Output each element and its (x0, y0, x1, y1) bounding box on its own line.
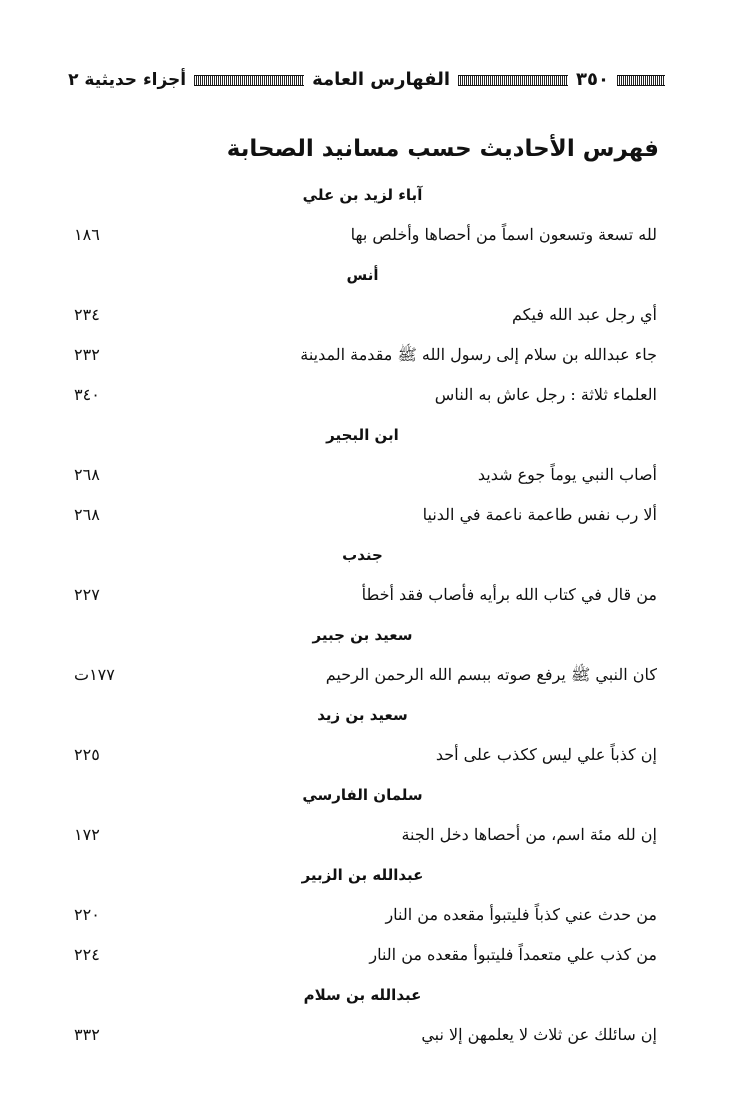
page-ref: ٢٦٨ (74, 465, 100, 484)
hadith-text: ألا رب نفس طاعمة ناعمة في الدنيا (422, 505, 657, 524)
page-ref: ٢٢٠ (74, 905, 100, 924)
hadith-row (60, 500, 665, 540)
page-ref: ١٧٧ت (74, 665, 115, 684)
page-number: ٣٥٠ (576, 69, 609, 90)
header-ornament (617, 75, 665, 86)
hadith-text: كان النبي ﷺ يرفع صوته ببسم الله الرحمن الرحيم (325, 665, 657, 684)
hadith-index (60, 180, 665, 1060)
hadith-text: إن كذباً علي ليس ككذب على أحد (435, 745, 657, 764)
hadith-row (60, 580, 665, 620)
companion-heading: سعيد بن جبير (312, 626, 413, 644)
hadith-text: من حدث عني كذباً فليتبوأ مقعده من النار (385, 905, 657, 924)
companion-heading: آباء لزيد بن علي (302, 186, 423, 204)
book-title: أجزاء حديثية ٢ (68, 70, 187, 90)
hadith-row (60, 380, 665, 420)
header-ornament (458, 75, 568, 86)
hadith-text: جاء عبدالله بن سلام إلى رسول الله ﷺ مقدمة المدينة (300, 345, 657, 364)
hadith-text: لله تسعة وتسعون اسماً من أحصاها وأخلص بها (350, 225, 657, 244)
hadith-row (60, 300, 665, 340)
page-ref: ٢٢٤ (74, 945, 100, 964)
hadith-text: أي رجل عبد الله فيكم (512, 305, 657, 324)
companion-heading: ابن البجير (326, 426, 399, 444)
page-ref: ١٧٢ (74, 825, 100, 844)
page-ref: ١٨٦ (74, 225, 100, 244)
companion-row (60, 700, 665, 740)
hadith-row (60, 940, 665, 980)
hadith-text: من كذب علي متعمداً فليتبوأ مقعده من النار (369, 945, 657, 964)
hadith-row (60, 820, 665, 860)
page-ref: ٢٦٨ (74, 505, 100, 524)
companion-row (60, 620, 665, 660)
header-ornament (194, 75, 304, 86)
companion-heading: سعيد بن زيد (317, 706, 408, 724)
running-header (60, 66, 665, 94)
page-ref: ٢٣٢ (74, 345, 100, 364)
hadith-row (60, 460, 665, 500)
companion-heading: أنس (346, 266, 379, 284)
hadith-row (60, 660, 665, 700)
companion-heading: عبدالله بن سلام (303, 986, 422, 1004)
hadith-row (60, 740, 665, 780)
page-ref: ٣٤٠ (74, 385, 100, 404)
hadith-text: من قال في كتاب الله برأيه فأصاب فقد أخطأ (361, 585, 657, 604)
page-ref: ٢٢٧ (74, 585, 100, 604)
hadith-text: أصاب النبي يوماً جوع شديد (477, 465, 657, 484)
companion-row (60, 860, 665, 900)
companion-row (60, 780, 665, 820)
hadith-row (60, 340, 665, 380)
companion-heading: جندب (342, 546, 383, 564)
hadith-text: إن لله مئة اسم، من أحصاها دخل الجنة (401, 825, 657, 844)
hadith-text: إن سائلك عن ثلاث لا يعلمهن إلا نبي (421, 1025, 657, 1044)
hadith-row (60, 900, 665, 940)
hadith-row (60, 1020, 665, 1060)
companion-row (60, 180, 665, 220)
index-title: فهرس الأحاديث حسب مسانيد الصحابة (226, 136, 659, 162)
page-ref: ٢٣٤ (74, 305, 100, 324)
hadith-row (60, 220, 665, 260)
hadith-text: العلماء ثلاثة : رجل عاش به الناس (434, 385, 657, 404)
companion-heading: عبدالله بن الزبير (301, 866, 424, 884)
companion-row (60, 980, 665, 1020)
companion-row (60, 260, 665, 300)
companion-row (60, 420, 665, 460)
companion-row (60, 540, 665, 580)
companion-heading: سلمان الفارسي (302, 786, 423, 804)
page-ref: ٣٣٢ (74, 1025, 100, 1044)
section-title: الفهارس العامة (312, 69, 451, 90)
page-ref: ٢٢٥ (74, 745, 100, 764)
